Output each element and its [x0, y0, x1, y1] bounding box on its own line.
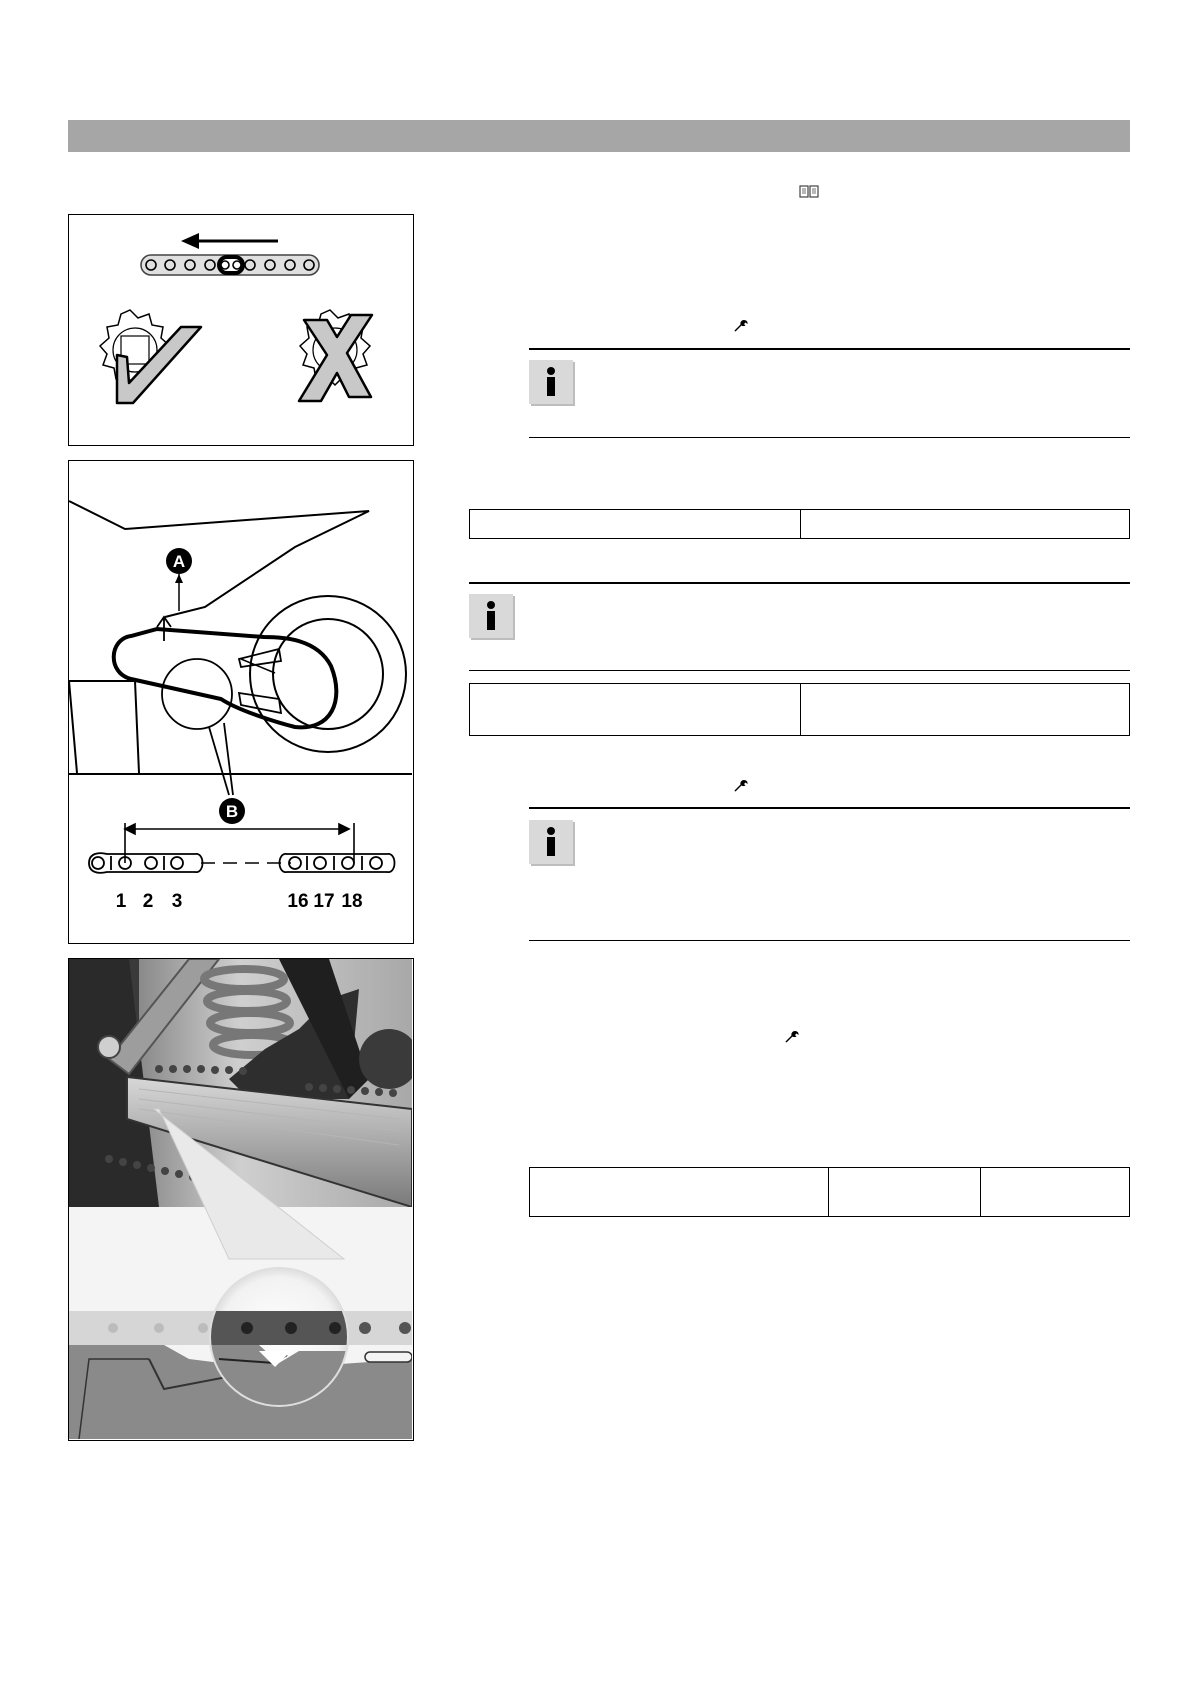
info-block-top-rule	[469, 582, 1130, 584]
info-block-bottom-rule	[529, 940, 1130, 941]
chain-segment-right	[280, 854, 395, 872]
callout-b	[219, 798, 245, 824]
callout-a-label: A	[172, 552, 186, 571]
link-number-1: 1	[115, 891, 127, 912]
callout-a	[166, 548, 192, 611]
swingarm-diagram	[69, 501, 406, 773]
table-row	[470, 510, 1130, 539]
arrow-left-icon	[181, 233, 278, 249]
table-cell	[801, 510, 1130, 539]
book-icon	[799, 184, 819, 200]
info-icon	[529, 360, 573, 404]
info-icon	[529, 820, 573, 864]
link-number-18: 18	[341, 891, 363, 912]
callout-b-label: B	[225, 802, 239, 821]
spec-table-1	[469, 509, 1130, 539]
table-cell	[801, 684, 1130, 736]
chain-wear-magnifier	[209, 1267, 349, 1407]
table-row	[530, 1168, 1130, 1217]
table-cell	[470, 684, 801, 736]
table-row	[470, 684, 1130, 736]
chain-icon	[141, 255, 319, 275]
spec-table-2	[469, 683, 1130, 736]
section-header-bar	[68, 120, 1130, 152]
table-cell	[829, 1168, 981, 1217]
table-cell	[470, 510, 801, 539]
figure-chain-guide-photo	[68, 958, 414, 1441]
table-cell	[530, 1168, 829, 1217]
link-number-3: 3	[171, 891, 183, 912]
chain-guide-photo	[69, 959, 412, 1207]
info-icon	[469, 594, 513, 638]
wrench-icon	[733, 779, 749, 795]
info-block-top-rule	[529, 348, 1130, 350]
checkmark-icon	[117, 327, 201, 403]
figure-chain-sprocket	[68, 214, 414, 446]
link-number-2: 2	[142, 891, 154, 912]
info-block-top-rule	[529, 807, 1130, 809]
link-number-16: 16	[287, 891, 309, 912]
info-block-bottom-rule	[529, 437, 1130, 438]
wrench-icon	[733, 319, 749, 335]
wrench-icon	[784, 1030, 800, 1046]
figure-chain-measurement	[68, 460, 414, 944]
table-cell	[981, 1168, 1130, 1217]
spec-table-3	[529, 1167, 1130, 1217]
info-block-bottom-rule	[469, 670, 1130, 671]
chain-segment-left	[89, 853, 203, 873]
link-number-17: 17	[313, 891, 335, 912]
